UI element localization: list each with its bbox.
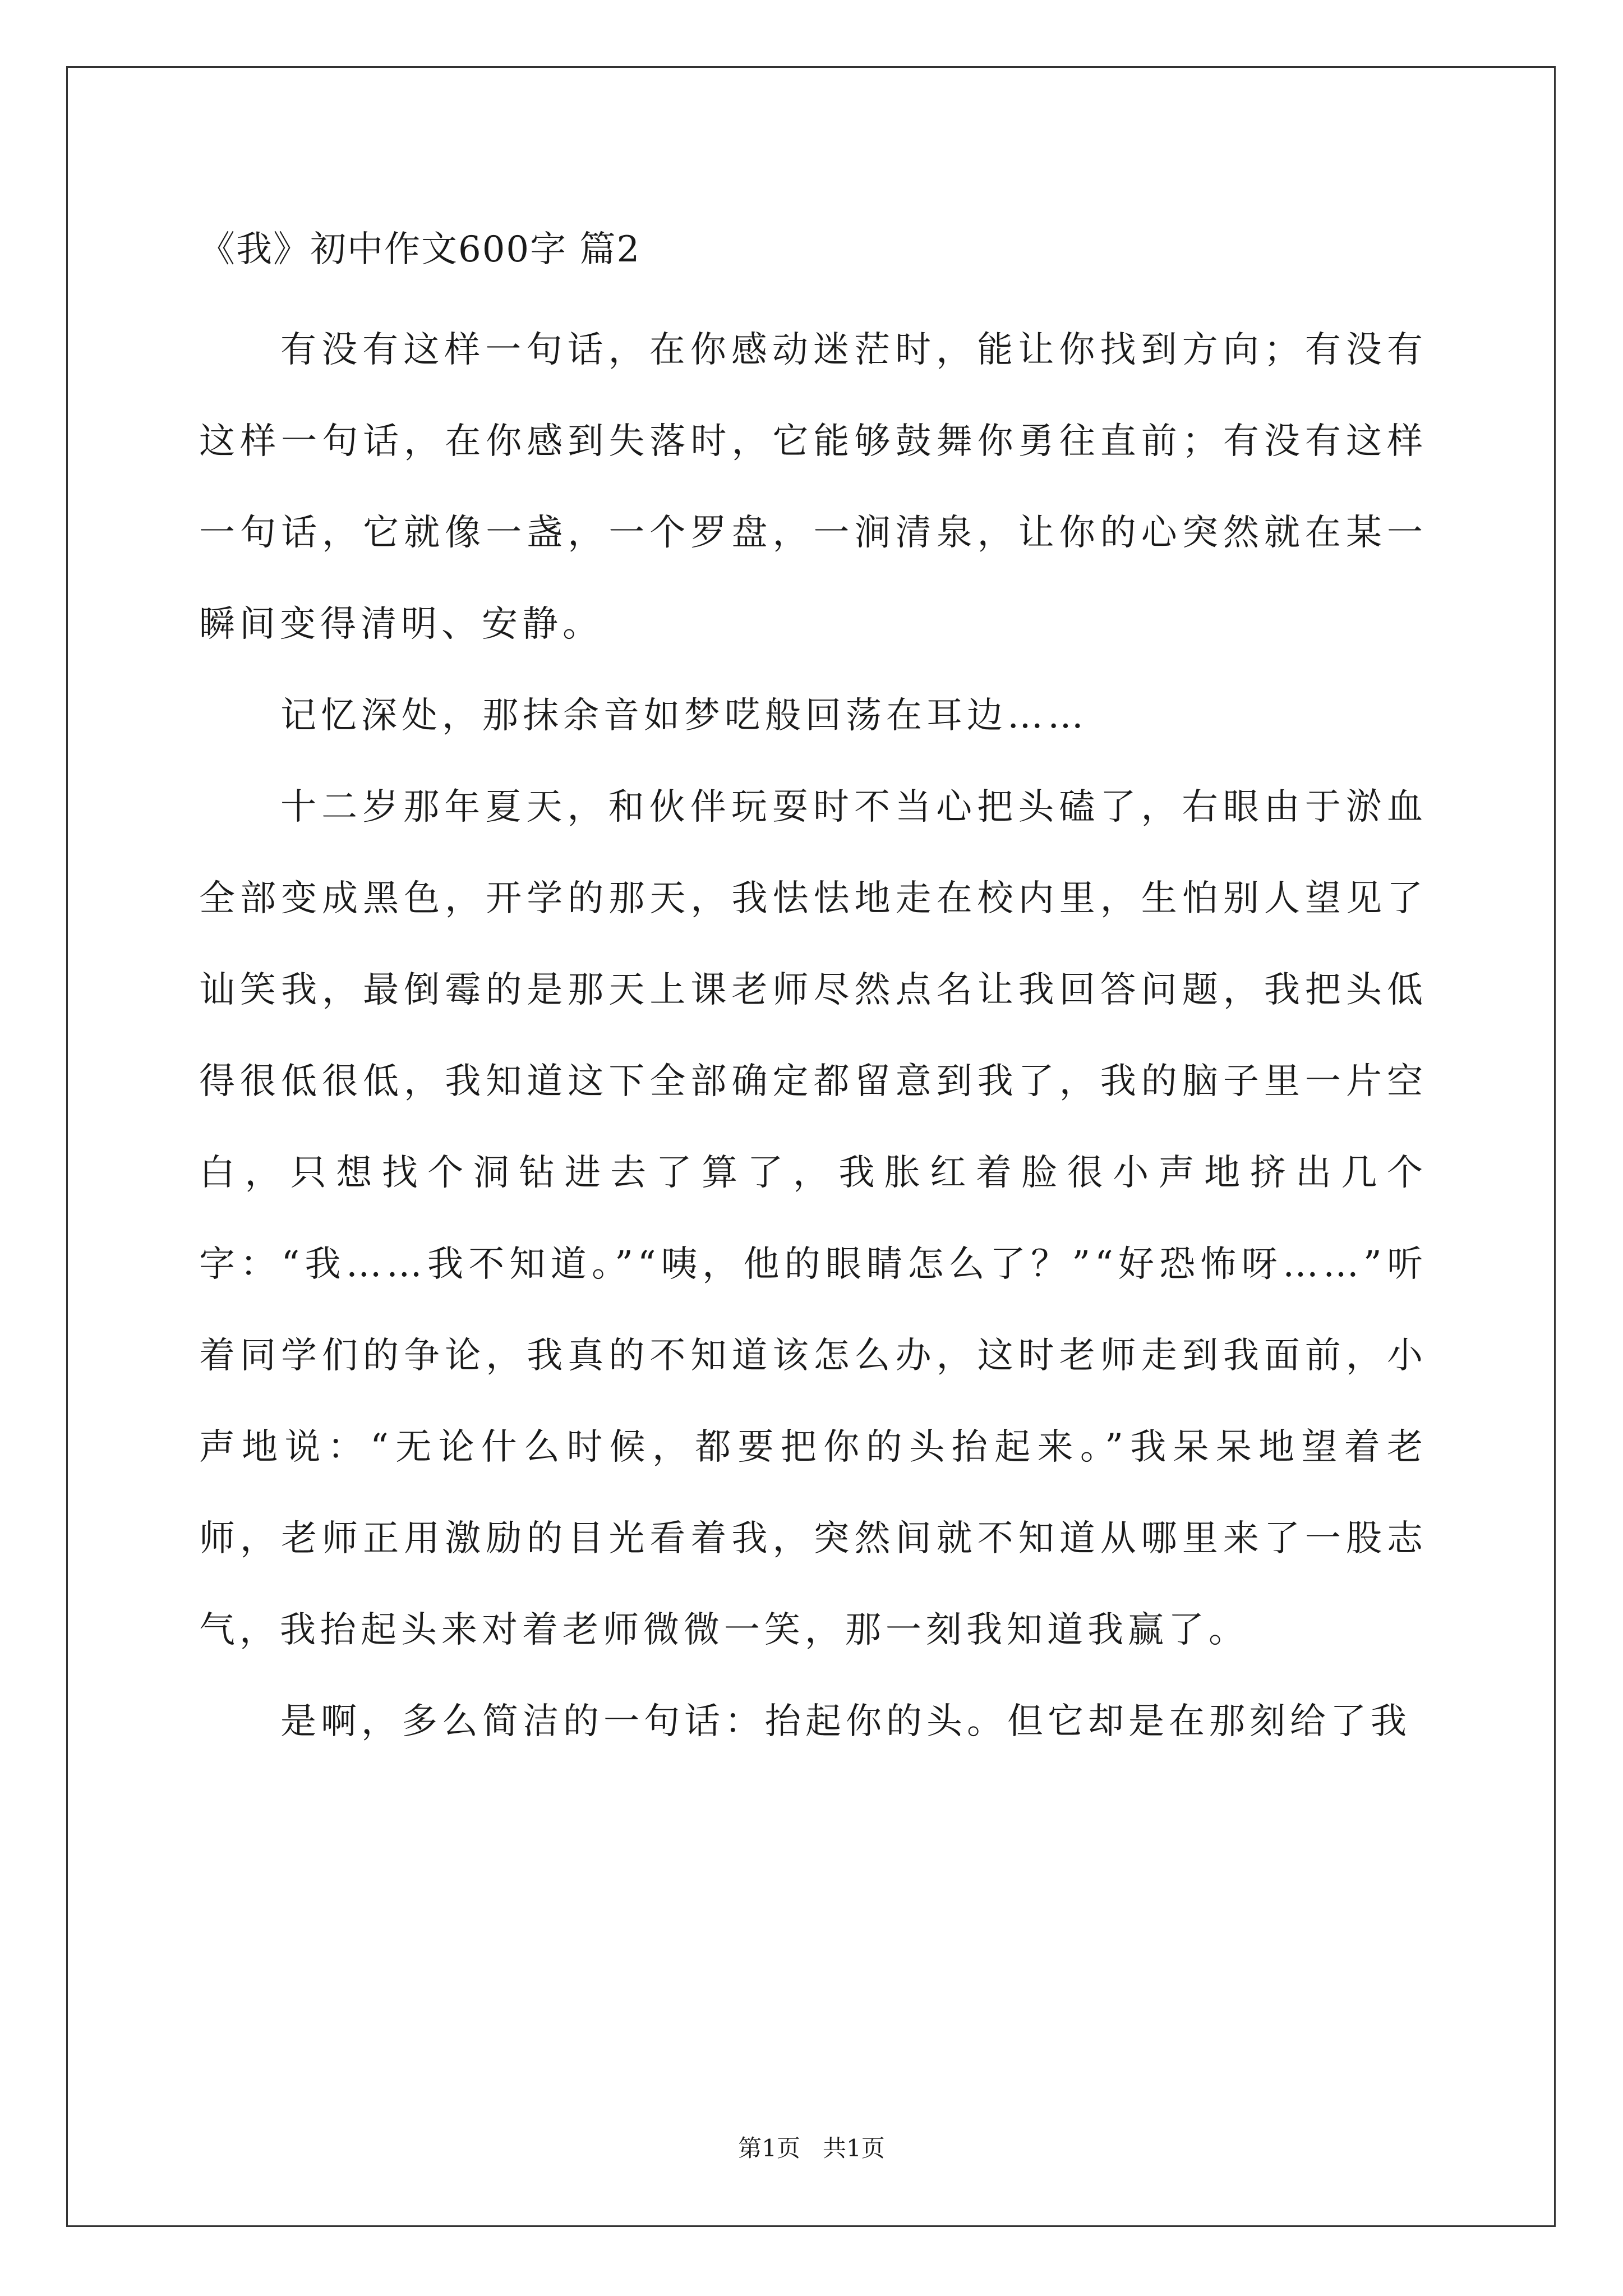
- paragraph-3: 十二岁那年夏天，和伙伴玩耍时不当心把头磕了，右眼由于淤血全部变成黑色，开学的那天，我怯怯地走在校内里，生怕别人望见了讪笑我，最倒霉的是那天上课老师尽然点名让我回答问题，我把头低得很低很低，我知道这下全部确定都留意到我了，我的脑子里一片空白，只想找个洞钻进去了算了，我胀红着脸很小声地挤出几个字：“我……我不知道。”“咦，他的眼睛怎么了？”“好恐怖呀……”听着同学们的争论，我真的不知道该怎么办，这时老师走到我面前，小声地说：“无论什么时候，都要把你的头抬起来。”我呆呆地望着老师，老师正用激励的目光看着我，突然间就不知道从哪里来了一股志气，我抬起头来对着老师微微一笑，那一刻我知道我赢了。: [199, 786, 1427, 1651]
- paragraph-4: 是啊，多么简洁的一句话：抬起你的头。但它却是在那刻给了我: [280, 1701, 1411, 1742]
- paragraph-1: 有没有这样一句话，在你感动迷茫时，能让你找到方向；有没有这样一句话，在你感到失落时，它能够鼓舞你勇往直前；有没有这样一句话，它就像一盏，一个罗盘，一涧清泉，让你的心突然就在某一瞬间变得清明、安静。: [199, 329, 1427, 645]
- document-body: [199, 216, 1427, 1768]
- document-title: 《我》初中作文600字 篇2: [199, 229, 641, 270]
- page-footer: 第1页 共1页: [738, 2134, 885, 2162]
- paragraph-2: 记忆深处，那抹余音如梦呓般回荡在耳边……: [280, 695, 1088, 737]
